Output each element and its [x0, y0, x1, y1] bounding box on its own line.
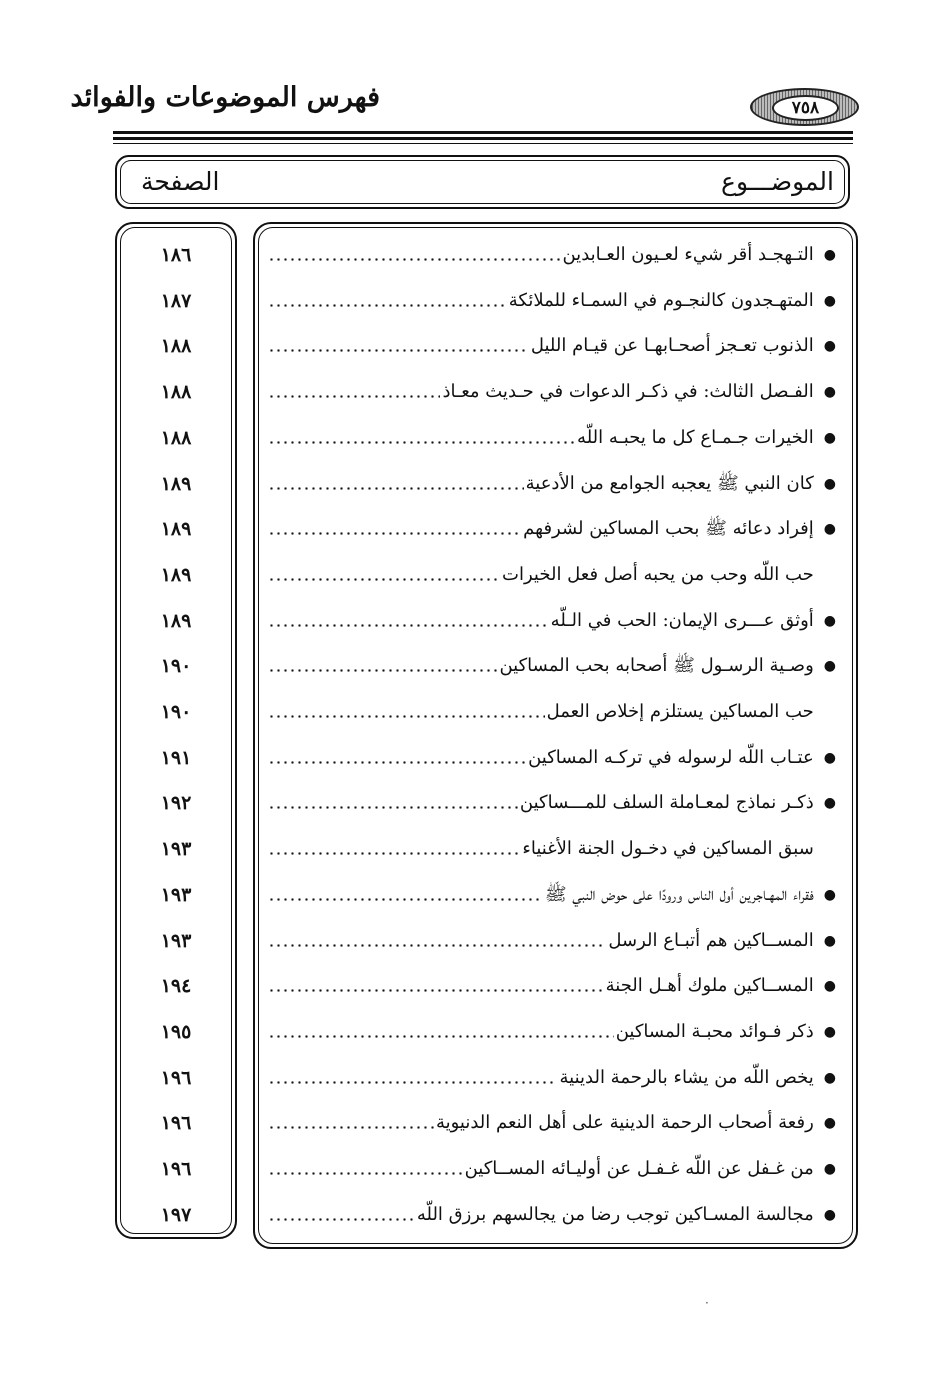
entry-page-number: ١٩٥ [160, 1021, 192, 1043]
entry-page-number: ١٨٦ [160, 244, 192, 266]
bullet-icon: ● [823, 293, 836, 309]
page-number: ٧٥٨ [772, 95, 839, 121]
index-entry [268, 880, 836, 910]
bullet-icon: ● [823, 887, 836, 903]
entry-page-number: ١٩٦ [160, 1158, 192, 1180]
bullet-icon: ● [823, 1070, 836, 1086]
index-entry [268, 1063, 836, 1093]
index-entry [268, 834, 836, 864]
dot-leader [268, 944, 606, 947]
dot-leader [268, 258, 560, 261]
bullet-icon: ● [823, 1024, 836, 1040]
bullet-icon: ● [823, 750, 836, 766]
index-entry [268, 469, 836, 499]
dot-leader [268, 715, 545, 718]
running-title: فهرس الموضوعات والفوائد [70, 82, 380, 113]
index-entry [268, 423, 836, 453]
bullet-icon: ● [823, 338, 836, 354]
entry-title: فقراء المهـاجرين أول الناس ورودًا على حوض النبي ﷺ [544, 884, 814, 905]
bullet-icon: ● [823, 978, 836, 994]
entry-page-number: ١٩١ [160, 747, 192, 769]
entry-page-number: ١٨٩ [160, 564, 192, 586]
entry-page-number: ١٩٠ [160, 701, 192, 723]
index-entry [268, 788, 836, 818]
entry-page-number: ١٨٩ [160, 610, 192, 632]
index-entry [268, 1108, 836, 1138]
index-entry [268, 286, 836, 316]
index-entry [268, 240, 836, 270]
entry-page-number: ١٩٦ [160, 1112, 192, 1134]
dot-leader [268, 806, 518, 809]
dot-leader [268, 624, 549, 627]
dot-leader [268, 669, 497, 672]
entry-title: إفراد دعائه ﷺ بحب المساكين لشرفهم [523, 518, 814, 539]
dot-leader [268, 1218, 415, 1221]
dot-leader [268, 1126, 434, 1129]
index-entry [268, 514, 836, 544]
index-entry [268, 1200, 836, 1230]
index-entry [268, 651, 836, 681]
entry-title: رفعة أصحاب الرحمة الدينية على أهل النعم الدنيوية [435, 1112, 814, 1133]
entry-title: عتـاب اللّه لرسوله في تركـه المساكين [528, 747, 814, 768]
index-entry [268, 743, 836, 773]
entry-page-number: ١٩٢ [160, 792, 192, 814]
dot-leader [268, 532, 521, 535]
entry-title: الخيرات جـمـاع كل ما يحبـه اللّه [577, 427, 814, 448]
bullet-icon: ● [823, 1115, 836, 1131]
dot-leader [268, 349, 529, 352]
entry-page-number: ١٩٦ [160, 1067, 192, 1089]
bullet-icon: ● [823, 384, 836, 400]
dot-leader [268, 989, 604, 992]
dot-leader [268, 898, 543, 901]
index-entry [268, 606, 836, 636]
dot-leader [268, 1035, 614, 1038]
entry-title: أوثق عـــرى الإيمان: الحب في الـلّه [550, 610, 814, 631]
entry-title: المتهـجدون كالنجـوم في السمـاء للملائكة [508, 290, 814, 311]
entry-page-number: ١٨٨ [160, 335, 192, 357]
entry-title: ذكـر نماذج لمعـاملة السلف للمـــساكين [519, 792, 814, 813]
entry-page-number: ١٨٩ [160, 518, 192, 540]
dot-leader [268, 1172, 463, 1175]
dot-leader [268, 487, 524, 490]
entry-page-number: ١٨٨ [160, 427, 192, 449]
bullet-icon: ● [823, 795, 836, 811]
dot-leader [268, 1081, 557, 1084]
column-header-box [115, 155, 850, 209]
entry-title: يخص اللّه من يشاء بالرحمة الدينية [559, 1067, 814, 1088]
index-entry [268, 1154, 836, 1184]
index-entry [268, 377, 836, 407]
dot-leader [268, 761, 526, 764]
dot-leader [268, 578, 500, 581]
entry-title: كان النبي ﷺ يعجبه الجوامع من الأدعية [525, 473, 814, 494]
bullet-icon: ● [823, 1207, 836, 1223]
entry-title: التـهجـد أقر شيء لعـيون العـابدين [562, 244, 814, 265]
header-rule [113, 143, 853, 144]
entry-page-number: ١٨٨ [160, 381, 192, 403]
entry-page-number: ١٩٠ [160, 655, 192, 677]
bullet-icon: ● [823, 613, 836, 629]
entry-page-number: ١٨٩ [160, 473, 192, 495]
bullet-icon: ● [823, 658, 836, 674]
header-rule [113, 131, 853, 134]
entry-title: حب المساكين يستلزم إخلاص العمل [546, 701, 814, 722]
entry-title: مجالسة المسـاكين توجب رضا من يجالسهم برزق اللّه [416, 1204, 814, 1225]
topic-column-label: الموضـــوع [721, 167, 834, 196]
entry-title: من غـفل عن اللّه غـفـل عن أوليـائه المســاكين [464, 1158, 814, 1179]
index-entry [268, 926, 836, 956]
index-entry [268, 331, 836, 361]
dot-leader [268, 304, 507, 307]
entry-page-number: ١٩٣ [160, 930, 192, 952]
dot-leader [268, 395, 440, 398]
entry-page-number: ١٩٣ [160, 884, 192, 906]
header-rule [113, 137, 853, 140]
bullet-icon: ● [823, 476, 836, 492]
entry-title: المســاكين ملوك أهـل الجنة [605, 975, 814, 996]
entry-page-number: ١٩٤ [160, 975, 192, 997]
entry-page-number: ١٩٧ [160, 1204, 192, 1226]
entry-title: الفـصل الثالث: في ذكـر الدعوات في حـديث معـاذ [442, 381, 814, 402]
entry-title: الذنوب تعـجز أصحـابهـا عن قيـام الليل [530, 335, 814, 356]
dot-leader [268, 852, 520, 855]
entry-title: ذكر فـوائد محبـة المساكين [615, 1021, 814, 1042]
index-entry [268, 1017, 836, 1047]
entry-title: سبق المساكين في دخـول الجنة الأغنياء [522, 838, 814, 859]
page-number-badge [750, 88, 859, 126]
page-column-label: الصفحة [141, 167, 220, 196]
entry-page-number: ١٨٧ [160, 290, 192, 312]
bullet-icon: ● [823, 521, 836, 537]
index-entry [268, 560, 836, 590]
index-entry [268, 697, 836, 727]
entry-page-number: ١٩٣ [160, 838, 192, 860]
entry-title: حب اللّه وحب من يحبه أصل فعل الخيرات [502, 564, 814, 585]
bullet-icon: ● [823, 1161, 836, 1177]
scan-speck: · [705, 1296, 709, 1310]
entry-title: المســاكين هم أتبـاع الرسل [608, 930, 814, 951]
index-entry [268, 971, 836, 1001]
bullet-icon: ● [823, 247, 836, 263]
bullet-icon: ● [823, 933, 836, 949]
entry-title: وصـية الرسـول ﷺ أصحابه بحب المساكين [499, 655, 814, 676]
dot-leader [268, 441, 575, 444]
bullet-icon: ● [823, 430, 836, 446]
